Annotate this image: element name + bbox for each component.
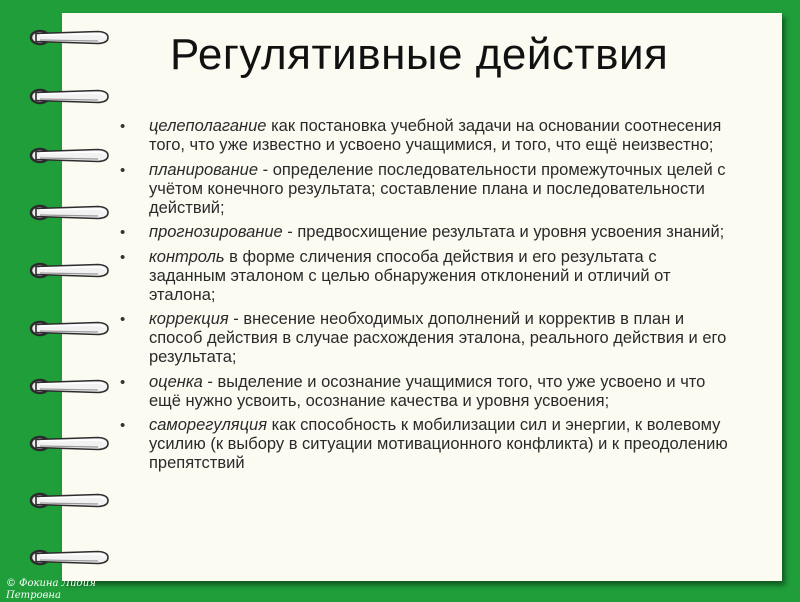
spiral-ring-icon xyxy=(28,548,110,567)
list-item-assessment xyxy=(118,373,728,411)
item-text: в форме сличения способа действия и его результата с заданным эталоном с целью обнаружения отклонений и отличий от эталона; xyxy=(149,247,671,304)
credit-line-1: © Фокина Лидия xyxy=(6,578,96,589)
spiral-ring-icon xyxy=(28,146,110,165)
spiral-ring-icon xyxy=(28,87,110,106)
item-text: - определение последовательности промежуточных целей с учётом конечного результата; составление плана и последовательности действий; xyxy=(149,160,726,217)
actions-list xyxy=(118,117,728,479)
credit-line-2: Петровна xyxy=(6,590,61,601)
item-text: как способность к мобилизации сил и энергии, к волевому усилию (к выбору в ситуации мотивационного конфликта) и к преодолению препятствий xyxy=(149,416,728,472)
spiral-ring-icon xyxy=(28,377,110,396)
item-term: планирование xyxy=(149,160,259,179)
author-credit xyxy=(6,578,96,602)
spiral-ring-icon xyxy=(28,28,110,47)
spiral-ring-icon xyxy=(28,491,110,510)
bullet-icon: • xyxy=(120,161,126,179)
bullet-icon: • xyxy=(120,417,126,434)
item-text: как постановка учебной задачи на основании соотнесения того, что уже известно и усвоено учащимися, и того, что ещё неизвестно; xyxy=(149,117,722,154)
spiral-ring-icon xyxy=(28,434,110,453)
item-term: коррекция xyxy=(149,310,229,328)
spiral-ring-icon xyxy=(28,203,110,222)
list-item-control xyxy=(118,248,728,305)
spiral-ring-icon xyxy=(28,261,110,280)
list-item-goal-setting xyxy=(118,117,728,155)
spiral-ring-icon xyxy=(28,319,110,338)
bullet-icon: • xyxy=(120,118,126,135)
list-item-forecasting xyxy=(118,223,728,242)
bullet-icon: • xyxy=(120,224,126,241)
item-term: саморегуляция xyxy=(149,416,268,434)
item-text: - предвосхищение результата и уровня усвоения знаний; xyxy=(282,223,725,241)
item-term: целеполагание xyxy=(149,117,267,135)
item-text: - выделение и осознание учащимися того, что уже усвоено и что ещё нужно усвоить, осознание качества и уровня усвоения; xyxy=(149,372,706,410)
bullet-icon: • xyxy=(120,311,126,328)
bullet-icon: • xyxy=(120,373,126,391)
item-term: прогнозирование xyxy=(149,223,283,241)
list-item-correction xyxy=(118,310,728,367)
list-item-self-regulation xyxy=(118,416,728,473)
list-item-planning xyxy=(118,161,728,218)
item-text: - внесение необходимых дополнений и корректив в план и способ действия в случае расхождения эталона, реального действия и его результата; xyxy=(149,310,727,366)
bullet-icon: • xyxy=(120,248,126,266)
item-term: оценка xyxy=(149,372,203,391)
item-term: контроль xyxy=(149,247,225,266)
slide-title: Регулятивные действия xyxy=(170,30,669,79)
